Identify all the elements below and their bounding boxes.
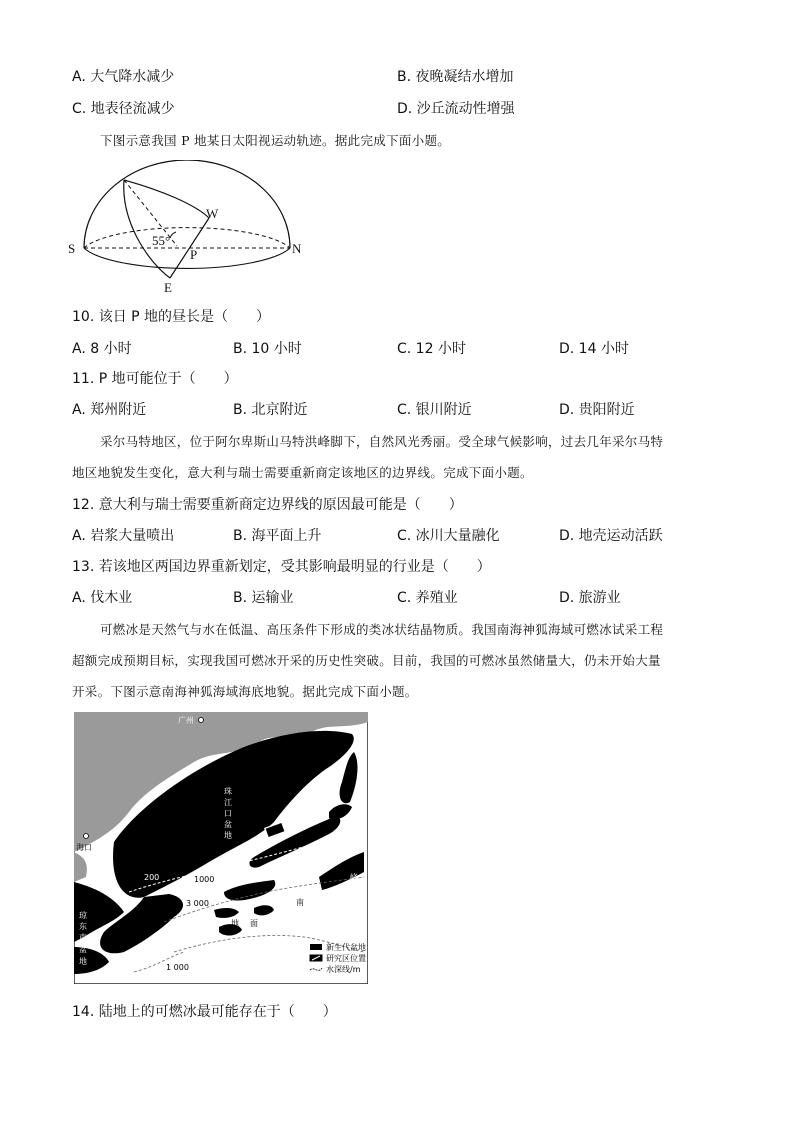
q10-option-d: D. 14 小时 [559,341,629,357]
map-label-di: 地 [231,919,239,928]
q13-option-d: D. 旅游业 [559,590,621,606]
intro-hydrate-line3: 开采。下图示意南海神狐海域海底地貌。据此完成下面小题。 [72,684,418,699]
map-basin-pearl-2: 江 [224,798,232,807]
map-city-guangzhou: 广州 [178,716,194,725]
intro-hydrate-line2: 超额完成预期目标，实现我国可燃冰开采的历史性突破。目前，我国的可燃冰虽然储量大，仍未开始大量 [72,653,661,668]
map-basin-qdn-1: 琼 [79,911,87,920]
label-s: S [68,241,76,256]
q13-option-a: A. 伐木业 [72,590,133,606]
q14-stem: 14. 陆地上的可燃冰最可能存在于（ ） [72,1004,337,1020]
map-depth-3000: 3 000 [186,899,209,908]
q10-stem: 10. 该日 P 地的昼长是（ ） [72,309,271,325]
label-n: N [292,241,302,256]
q9-option-d: D. 沙丘流动性增强 [397,101,515,117]
intro-sun-path: 下图示意我国 P 地某日太阳视运动轨迹。据此完成下面小题。 [100,133,451,148]
map-label-shuang: 双 [350,861,358,870]
map-basin-pearl-4: 盆 [224,820,232,829]
legend-study: 研究区位置 [326,954,366,963]
map-basin-qdn-2: 东 [79,922,87,931]
label-p: P [190,247,198,262]
q9-option-b: B. 夜晚凝结水增加 [397,69,514,85]
q10-option-a: A. 8 小时 [72,341,132,357]
q11-option-d: D. 贵阳附近 [559,402,635,418]
map-depth-1000: 1000 [194,875,215,884]
q10-option-b: B. 10 小时 [233,341,302,357]
label-w: W [206,206,219,221]
q11-option-a: A. 郑州附近 [72,402,147,418]
q11-option-b: B. 北京附近 [233,402,308,418]
map-depth-200: 200 [144,873,160,882]
seafloor-map [74,712,368,984]
map-basin-pearl-1: 珠 [224,787,232,796]
q13-option-b: B. 运输业 [233,590,294,606]
map-label-nan: 南 [296,898,304,907]
map-basin-qdn-5: 地 [79,957,87,966]
sun-path-diagram [66,160,316,295]
legend-basin: 新生代盆地 [326,943,366,952]
map-basin-qdn-4: 盆 [79,945,87,954]
map-basin-pearl-5: 地 [224,831,232,840]
q11-stem: 11. P 地可能位于（ ） [72,371,238,387]
intro-zermatt-line1: 采尔马特地区，位于阿尔卑斯山马特洪峰脚下，自然风光秀丽。受全球气候影响，过去几年采尔马特 [100,434,664,449]
q10-option-c: C. 12 小时 [397,341,466,357]
map-label-feng: 峰 [350,873,358,882]
q12-stem: 12. 意大利与瑞士需要重新商定边界线的原因最可能是（ ） [72,497,463,513]
q12-option-a: A. 岩浆大量喷出 [72,528,175,544]
q12-option-c: C. 冰川大量融化 [397,528,500,544]
map-depth-1000b: 1 000 [166,963,189,972]
q9-option-a: A. 大气降水减少 [72,69,175,85]
q9-option-c: C. 地表径流减少 [72,101,175,117]
angle-label: 55° [152,233,171,248]
intro-hydrate-line1: 可燃冰是天然气与水在低温、高压条件下形成的类冰状结晶物质。我国南海神狐海域可燃冰试采工程 [100,622,664,637]
q12-option-b: B. 海平面上升 [233,528,322,544]
map-basin-qdn-3: 南 [79,933,87,942]
map-basin-pearl-3: 口 [224,809,232,818]
q11-option-c: C. 银川附近 [397,402,472,418]
label-e: E [164,280,172,295]
q13-option-c: C. 养殖业 [397,590,458,606]
map-city-haikou: 海口 [76,843,92,852]
intro-zermatt-line2: 地区地貌发生变化，意大利与瑞士需要重新商定该地区的边界线。完成下面小题。 [72,465,533,480]
legend-depth: 水深线/m [326,965,361,974]
q13-stem: 13. 若该地区两国边界重新划定，受其影响最明显的行业是（ ） [72,559,491,575]
map-label-mian: 面 [250,919,258,928]
q12-option-d: D. 地壳运动活跃 [559,528,663,544]
